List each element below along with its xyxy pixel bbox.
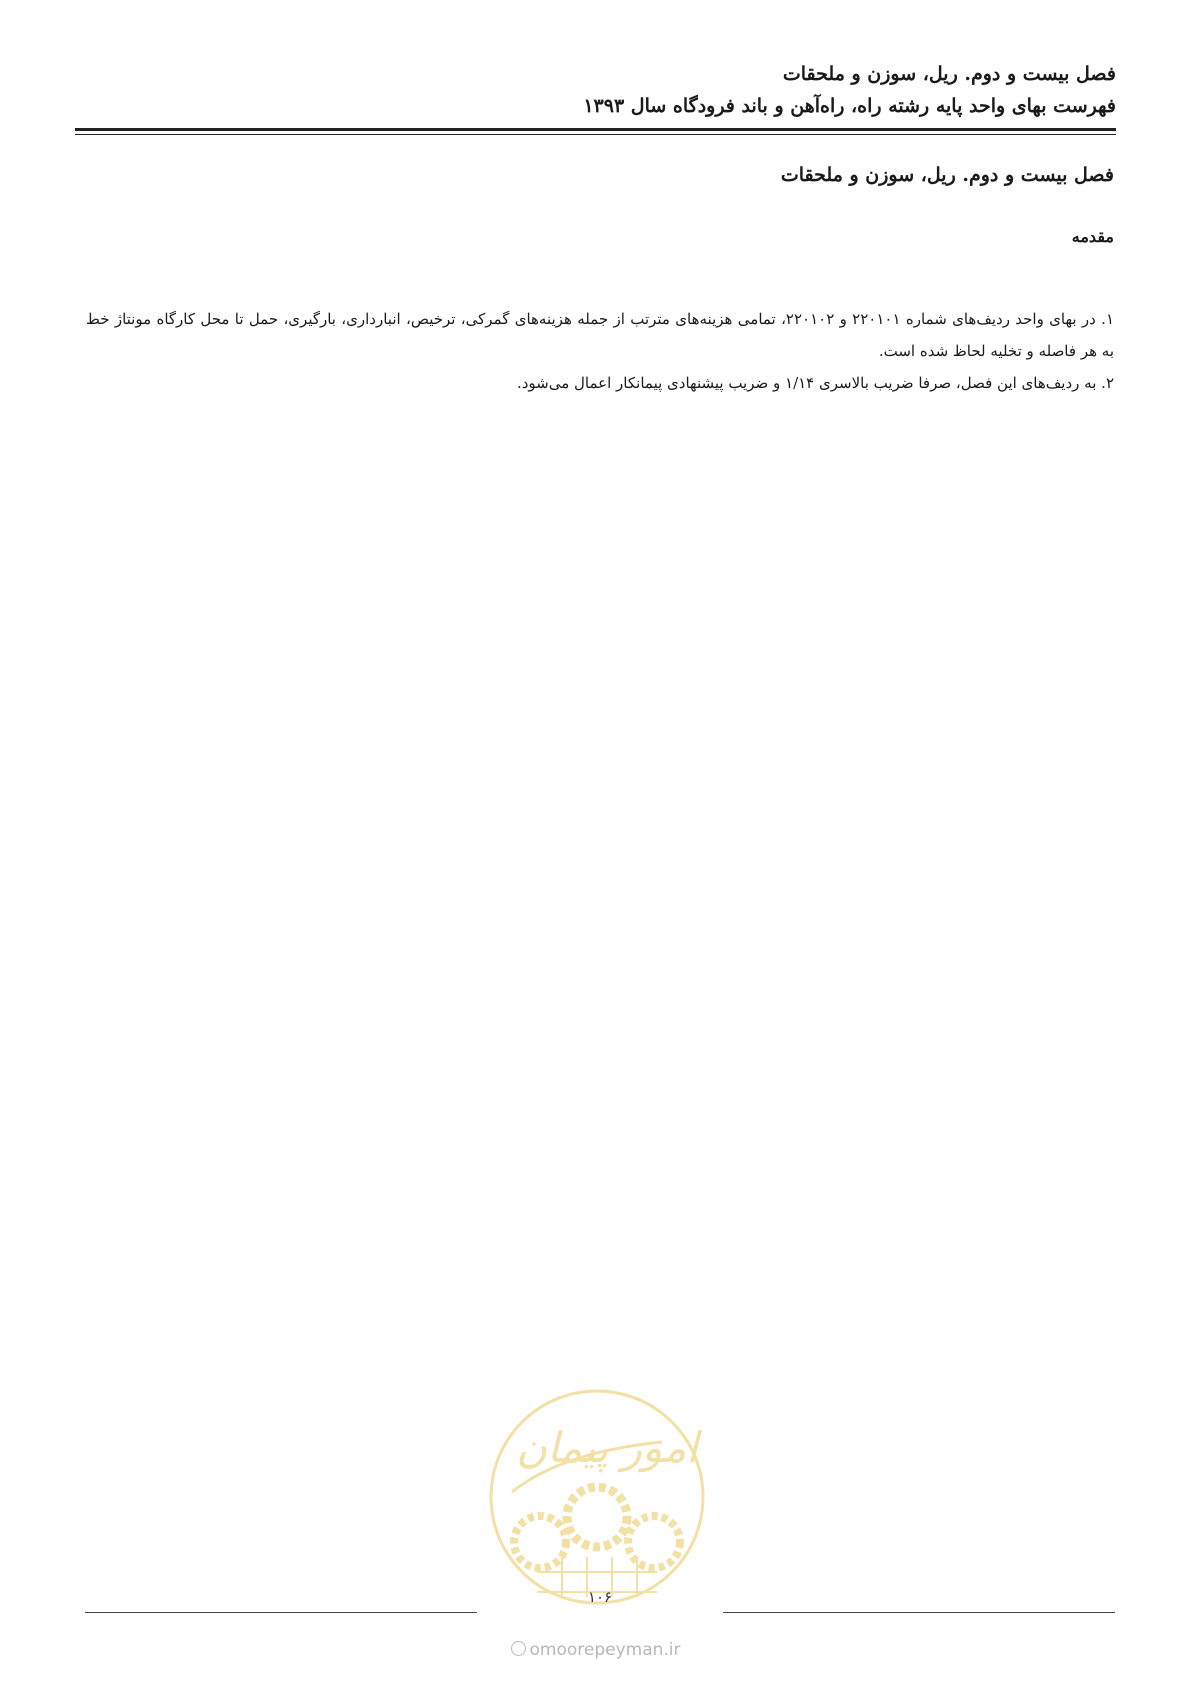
site-watermark: [480, 1640, 712, 1660]
site-url: omoorepeyman.ir: [529, 1640, 681, 1660]
header-chapter-line: فصل بیست و دوم. ریل، سوزن و ملحقات: [782, 63, 1116, 85]
notes-list: [86, 303, 1114, 399]
globe-icon: [511, 1641, 526, 1656]
header-catalog-line: فهرست بهای واحد پایه رشته راه، راه‌آهن و باند فرودگاه سال ۱۳۹۳: [583, 95, 1116, 117]
footer-rule: [723, 1612, 1115, 1613]
header-rule-thin: [75, 134, 1116, 135]
note-item: ۲. به ردیف‌های این فصل، صرفا ضریب بالاسری ۱/۱۴ و ضریب پیشنهادی پیمانکار اعمال می‌شود.: [516, 374, 1114, 392]
watermark-text: امور پیمان: [516, 1423, 698, 1472]
page-number: ۱۰۶: [587, 1588, 613, 1606]
header-rule: [75, 128, 1116, 131]
running-header: [75, 58, 1116, 122]
intro-heading: مقدمه: [1071, 227, 1114, 246]
note-item: ۱. در بهای واحد ردیف‌های شماره ۲۲۰۱۰۱ و ۲۲۰۱۰۲، تمامی هزینه‌های مترتب از جمله هزینه‌های گمرکی، ترخیص، انبارداری، بارگیری، حمل تا محل کارگاه مونتاژ خط به هر فاصله و تخلیه لحاظ شده است.: [86, 310, 1114, 360]
chapter-title: فصل بیست و دوم. ریل، سوزن و ملحقات: [780, 164, 1114, 186]
watermark-seal-icon: [482, 1382, 712, 1612]
footer-rule: [85, 1612, 477, 1613]
